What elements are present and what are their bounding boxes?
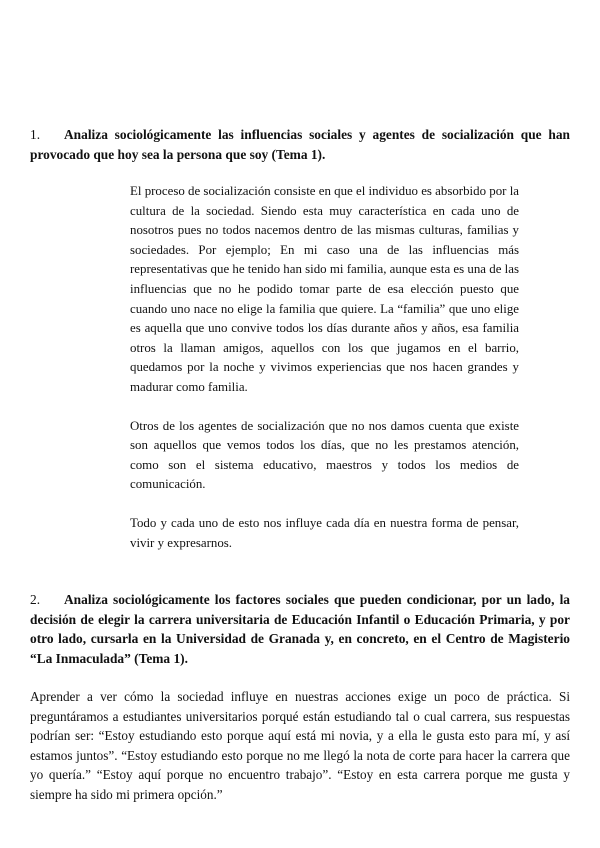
answer-1-block <box>130 182 519 572</box>
answer-2-paragraph: Aprender a ver cómo la sociedad influye en nuestras acciones exige un poco de práctica. Si preguntáramos a estudiantes universitarios porqué están estudiando tal o cual carrera, sus respuestas podrían ser: “Estoy estudiando esto porque aquí está mi novia, y a ella le gusta esto para mí, y así estamos juntos”. “Estoy estudiando esto porque no me llegó la nota de corte para hacer la carrera que yo quería.” “Estoy aquí porque no encuentro trabajo”. “Estoy en esta carrera porque me gusta y siempre ha sido mi primera opción.” <box>30 689 570 802</box>
question-1-number: 1. <box>30 127 41 142</box>
question-1-text: Analiza sociológicamente las influencias sociales y agentes de socialización que han provocado que hoy sea la persona que soy (Tema 1). <box>30 127 570 162</box>
question-2-heading <box>30 590 570 668</box>
answer-1-paragraph-1: El proceso de socialización consiste en que el individuo es absorbido por la cultura de la sociedad. Siendo esta muy característica en cada uno de nosotros pues no todos nacemos dentro de las mismas culturas, familias y sociedades. Por ejemplo; En mi caso una de las influencias más representativas que he tenido han sido mi familia, aunque esta es una de las influencias que no he podido tomar parte de esa elección puesto que cuando uno nace no elige la familia que quiere. La “familia” que uno elige es aquella que uno convive todos los días durante años y años, esa familia otros la llaman amigos, aquellos con los que jugamos en el barrio, quedamos por la noche y vivimos experiencias que nos hacen grandes y madurar como familia. <box>130 184 519 394</box>
question-1-heading <box>30 125 570 164</box>
answer-1-paragraph-2: Otros de los agentes de socialización que no nos damos cuenta que existe son aquellos que vemos todos los días, que no les prestamos atención, como son el sistema educativo, maestros y todos los medios de comunicación. <box>130 418 519 492</box>
question-2-text: Analiza sociológicamente los factores sociales que pueden condicionar, por un lado, la decisión de elegir la carrera universitaria de Educación Infantil o Educación Primaria, y por otro lado, cursarla en la Universidad de Granada y, en concreto, en el Centro de Magisterio “La Inmaculada” (Tema 1). <box>30 592 570 666</box>
answer-1-paragraph-3: Todo y cada uno de esto nos influye cada día en nuestra forma de pensar, vivir y expresarnos. <box>130 515 519 550</box>
question-2-number: 2. <box>30 592 41 607</box>
